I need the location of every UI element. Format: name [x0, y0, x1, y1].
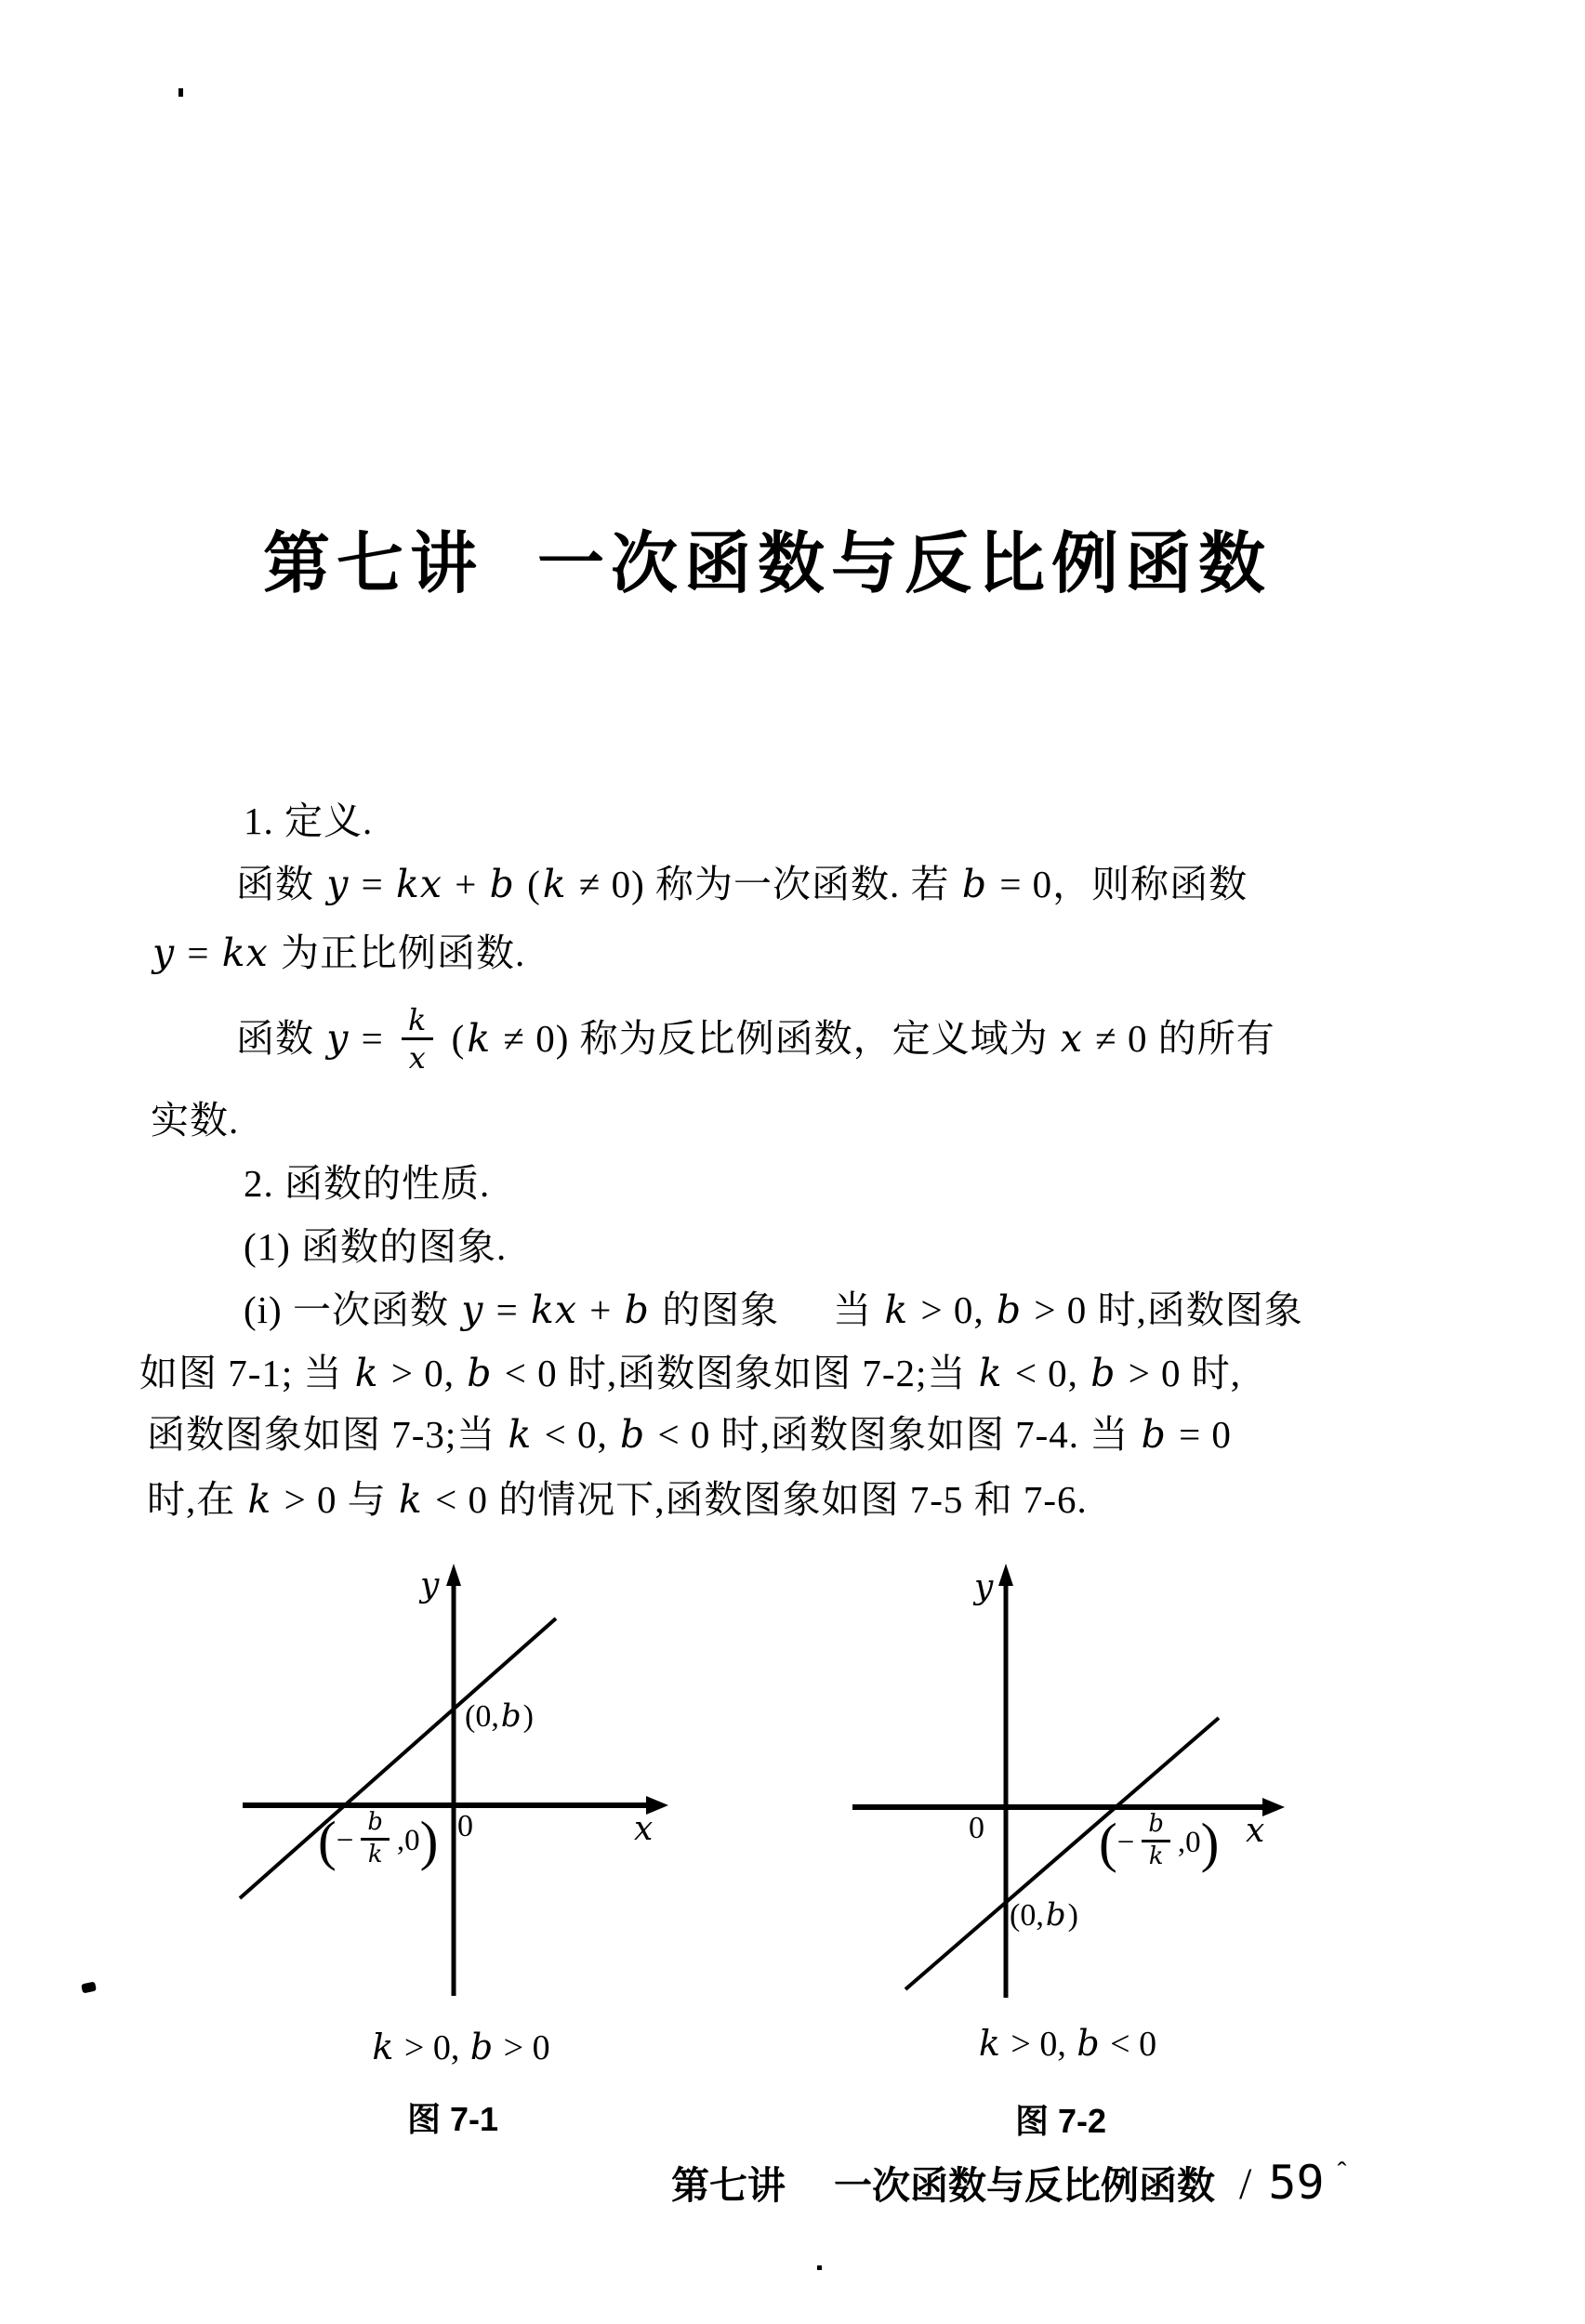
- paragraph-line: 函数 y = kx + b (k ≠ 0) 称为一次函数. 若 b = 0，则称函数: [236, 862, 1248, 906]
- footer-separator: /: [1239, 2159, 1252, 2209]
- paragraph-line: y = kx 为正比例函数.: [152, 931, 526, 975]
- paragraph-line: (1) 函数的图象.: [244, 1225, 508, 1268]
- paragraph-line: 函数 y = $\frac{k}{x}$ (k ≠ 0) 称为反比例函数，定义域为 x ≠ 0 的所有: [236, 1002, 1275, 1076]
- figure-caption: 图 7-1: [407, 2100, 499, 2138]
- page-number: 59: [1268, 2156, 1325, 2210]
- inline-fraction: $\frac{k}{x}$: [402, 1005, 433, 1073]
- x-intercept-label: (− $\frac{b}{k}$ ,0): [318, 1808, 439, 1871]
- paragraph-line: 函数图象如图 7-3;当 k < 0, b < 0 时,函数图象如图 7-4. 当 b = 0: [147, 1412, 1232, 1457]
- paragraph-line: 实数.: [151, 1099, 240, 1142]
- axes-plot-7-1: [223, 1562, 688, 2008]
- paragraph-line: 如图 7-1; 当 k > 0, b < 0 时,函数图象如图 7-2;当 k < 0, b > 0 时,: [139, 1351, 1242, 1395]
- figure-condition: k > 0, b < 0: [978, 2023, 1157, 2064]
- chapter-title: 第七讲 一次函数与反比例函数: [263, 527, 1273, 601]
- scan-speck: [81, 1982, 97, 1994]
- paragraph-line: 2. 函数的性质.: [244, 1162, 491, 1205]
- y-axis-label: y: [974, 1568, 994, 1606]
- paragraph-line: 1. 定义.: [244, 799, 374, 842]
- axes-plot-7-2: [837, 1562, 1301, 2008]
- page-footer: [671, 2155, 1347, 2210]
- x-intercept-label: (− $\frac{b}{k}$ ,0): [1099, 1810, 1220, 1873]
- y-axis-arrow-icon: [446, 1564, 461, 1586]
- scan-speck: [178, 88, 183, 97]
- y-intercept-label: (0,b): [465, 1697, 534, 1735]
- figure-condition: k > 0, b > 0: [372, 2027, 550, 2067]
- paragraph-line: (i) 一次函数 y = kx + b 的图象 当 k > 0, b > 0 时,函数图象: [244, 1287, 1303, 1332]
- y-intercept-label: (0,b): [1010, 1896, 1078, 1934]
- paragraph-line: 时,在 k > 0 与 k < 0 的情况下,函数图象如图 7-5 和 7-6.: [147, 1477, 1088, 1522]
- y-axis-arrow-icon: [998, 1564, 1013, 1586]
- figure-7-1: [223, 1562, 688, 2157]
- footer-title: 一次函数与反比例函数: [834, 2164, 1215, 2207]
- origin-label: 0: [457, 1809, 473, 1843]
- figure-7-2: [837, 1562, 1301, 2157]
- scan-tick-mark: ˆ: [1337, 2158, 1347, 2188]
- figure-caption: 图 7-2: [1015, 2102, 1107, 2140]
- x-axis-label: x: [1246, 1812, 1265, 1850]
- y-axis-label: y: [420, 1566, 440, 1604]
- origin-label: 0: [969, 1811, 984, 1845]
- footer-chapter: 第七讲: [671, 2164, 786, 2207]
- inline-fraction: $\frac{b}{k}$: [361, 1811, 389, 1867]
- x-axis-label: x: [634, 1810, 654, 1848]
- inline-fraction: $\frac{b}{k}$: [1142, 1813, 1169, 1868]
- x-axis-arrow-icon: [1262, 1798, 1285, 1816]
- scan-speck: [817, 2265, 822, 2270]
